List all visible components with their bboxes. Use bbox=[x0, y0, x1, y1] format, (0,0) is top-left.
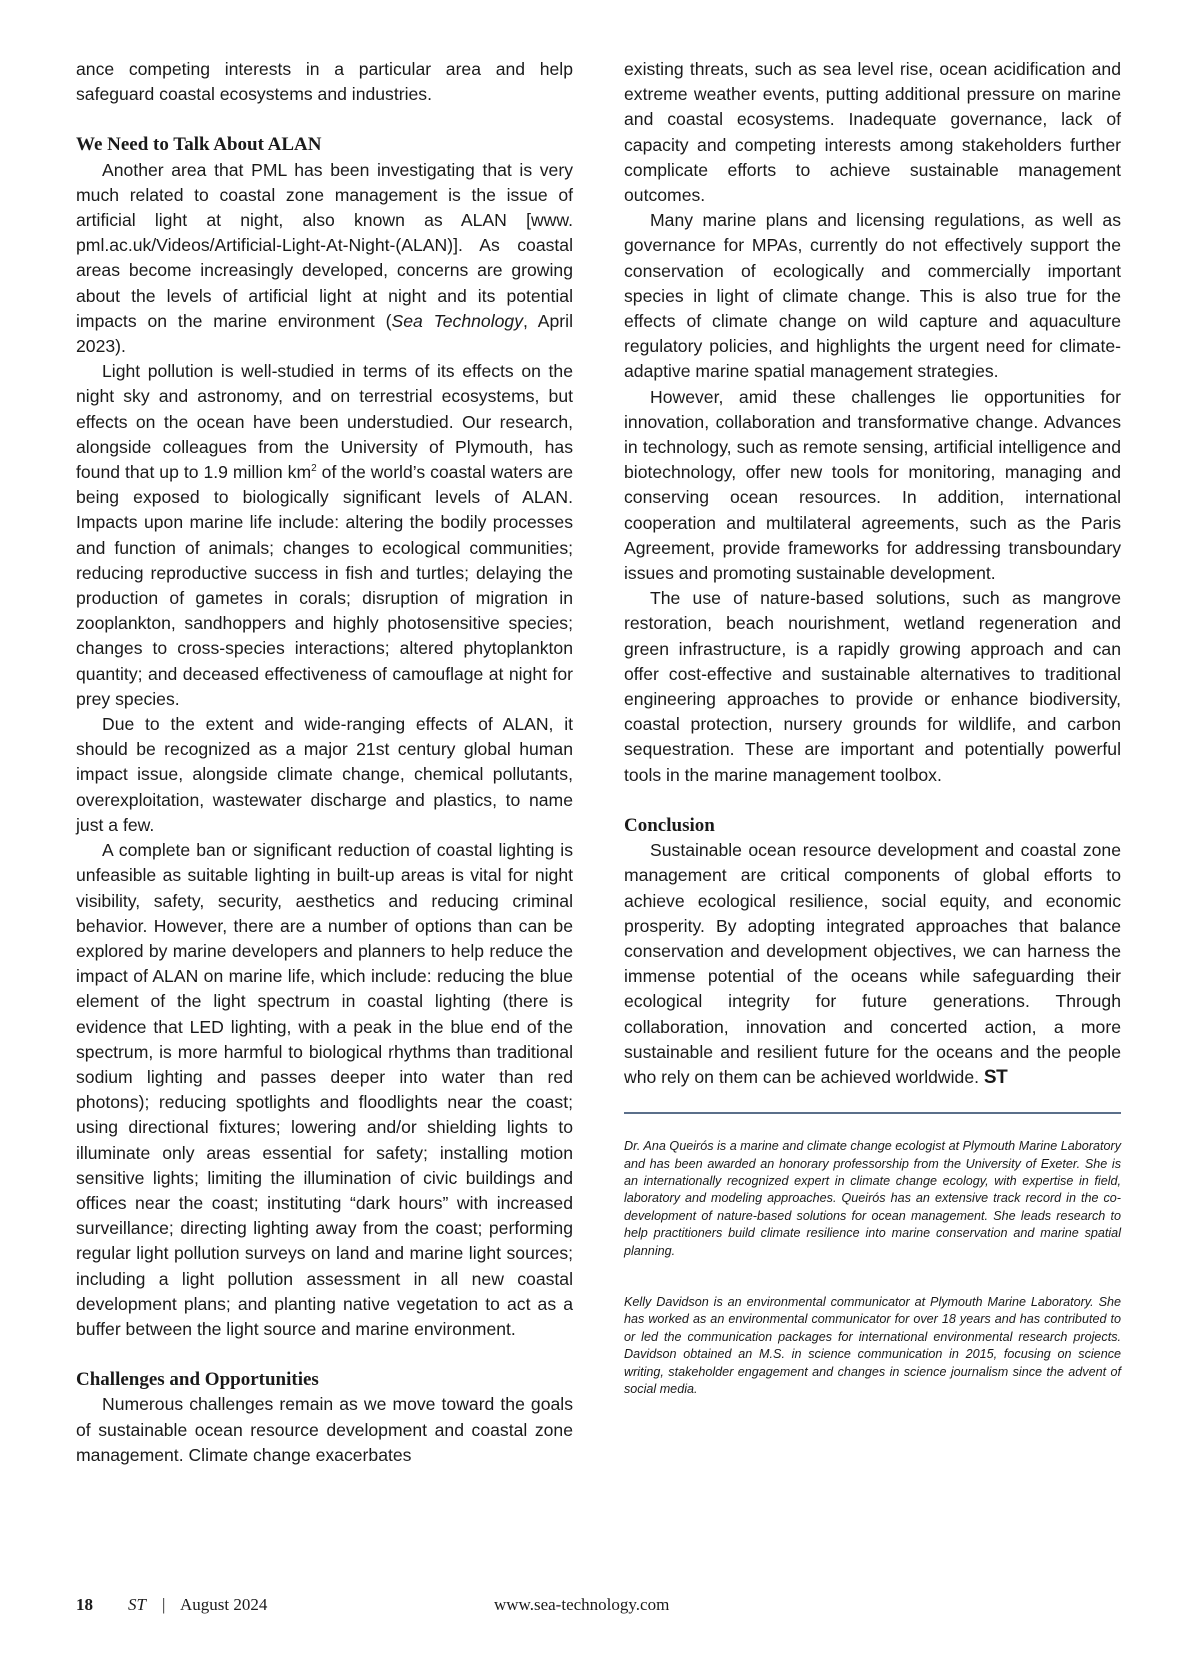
website-url: www.sea-technology.com bbox=[494, 1595, 670, 1614]
paragraph: However, amid these challenges lie opportunities for innovation, collaboration and transformative change. Advances in technology, such as remote sensing, artificial intelligence and biotechnology, offer new tools for monitoring, managing and conserving ocean resources. In addition, international cooperation and multilateral agreements, such as the Paris Agreement, provide frameworks for addressing transboundary issues and promoting sustainable development. bbox=[624, 386, 1121, 584]
section-heading-challenges: Challenges and Opportunities bbox=[76, 1369, 319, 1391]
issue-date: August 2024 bbox=[180, 1595, 268, 1614]
right-column bbox=[624, 57, 1121, 1398]
author-bio-queiros: Dr. Ana Queirós is a marine and climate change ecologist at Plymouth Marine Laboratory and has been awarded an honorary professorship from the University of Exeter. She is an internationally recognized expert in climate change ecology, with expertise in field, laboratory and modeling approaches. Queirós has an extensive track record in the co-development of nature-based solutions for ocean management. She leads research to help practitioners build climate resilience into marine conservation and marine spatial planning. bbox=[624, 1139, 1121, 1258]
paragraph bbox=[624, 838, 1121, 1090]
author-bio-davidson: Kelly Davidson is an environmental communicator at Plymouth Marine Laboratory. She has worked as an environmental communicator for over 18 years and has contributed to or led the communication packages for international environmental research projects. Davidson obtained an M.S. in science communication in 2015, focusing on science writing, stakeholder engagement and changes in science journalism since the advent of social media. bbox=[624, 1294, 1121, 1396]
left-column bbox=[76, 57, 573, 1468]
paragraph: The use of nature-based solutions, such as mangrove restoration, beach nourishment, wetland regeneration and green infrastructure, is a rapidly growing approach and can offer cost-effective and sustainable alternatives to traditional engineering approaches to provide or enhance biodiversity, coastal protection, nursery grounds for wildlife, and carbon sequestration. These are important and potentially powerful tools in the marine management toolbox. bbox=[624, 588, 1121, 785]
paragraph: existing threats, such as sea level rise, ocean acidification and extreme weather events, putting additional pressure on marine and coastal ecosystems. Inadequate governance, lack of capacity and competing interests among stakeholders further complicate efforts to achieve sustainable management outcomes. bbox=[624, 59, 1121, 206]
page-footer bbox=[76, 1595, 1126, 1619]
paragraph-text: Another area that PML has been investigating that is very much related to coastal zone management is the issue of artificial light at night, also known as ALAN [www.​pml.ac.uk/Videos/Artificial-Light-At-Night-(ALAN)]. As coastal areas become increasingly developed, concerns are growing about the levels of artificial light at night and its potential impacts on the marine environment ( bbox=[76, 159, 573, 331]
end-mark-logo: ST bbox=[983, 1066, 1008, 1088]
page-number: 18 bbox=[76, 1595, 93, 1614]
magazine-abbrev: ST bbox=[128, 1595, 146, 1614]
section-heading-conclusion: Conclusion bbox=[624, 814, 715, 836]
paragraph bbox=[76, 158, 573, 360]
divider bbox=[624, 1112, 1121, 1114]
section-heading-alan: We Need to Talk About ALAN bbox=[76, 134, 322, 156]
paragraph-text: of the world’s coastal waters are being exposed to biologically significant levels of ALAN. Impacts upon marine life include: altering the bodily processes and function of animals; changes to ecological communities; reducing reproductive success in fish and turtles; delaying the production of gametes in corals; disruption of migration in zooplankton, sandhoppers and highly photosensitive species; changes to cross-species interactions; altered phytoplankton quantity; and deceased effectiveness of camouflage at night for prey species. bbox=[76, 462, 573, 709]
paragraph-text: Light pollution is well-studied in terms of its effects on the night sky and astronomy, and on terrestrial ecosystems, but effects on the ocean have been understudied. Our research, alongside colleagues from the University of Plymouth, has found that up to 1.9 million km bbox=[76, 361, 573, 483]
paragraph-text: Sustainable ocean resource development and coastal zone management are critical components of global efforts to achieve ecological resilience, social equity, and economic prosperity. By adopting integrated approaches that balance conservation and development objectives, we can harness the immense potential of the oceans while safeguarding their ecological integrity for future generations. Through collaboration, innovation and concerted action, a more sustainable and resilient future for the oceans and the people who rely on them can be achieved worldwide. bbox=[624, 840, 1121, 1087]
superscript: 2 bbox=[311, 463, 317, 475]
paragraph: Numerous challenges remain as we move toward the goals of sustainable ocean resource development and coastal zone management. Climate change exacerbates bbox=[76, 1394, 573, 1465]
paragraph: Many marine plans and licensing regulations, as well as governance for MPAs, currently do not effectively support the conservation of ecologically and commercially important species in light of climate change. This is also true for the effects of climate change on wild capture and aquaculture regulatory policies, and highlights the urgent need for climate-adaptive marine spatial management strategies. bbox=[624, 210, 1121, 382]
paragraph bbox=[76, 359, 573, 712]
paragraph-text: , April 2023). bbox=[76, 310, 573, 357]
paragraph: A complete ban or significant reduction of coastal lighting is unfeasible as suitable lighting in built-up areas is vital for night visibility, safety, security, aesthetics and reducing criminal behavior. However, there are a number of options than can be explored by marine developers and planners to help reduce the impact of ALAN on marine life, which include: reducing the blue element of the light spectrum in coastal lighting (there is evidence that LED lighting, with a peak in the blue end of the spectrum, is more harmful to biological rhythms than traditional sodium lighting and passes deeper into water than red photons); reducing spotlights and floodlights near the coast; using directional fixtures; lowering and/or shielding lights to illuminate only areas essential for safety; installing motion sensitive lights; limiting the illumination of civic buildings and offices near the coast; instituting “dark hours” with increased surveillance; directing lighting away from the coast; performing regular light pollution surveys on land and marine light sources; including a light pollution assessment in all new coastal development plans; and planting native vegetation to act as a buffer between the light source and marine environment. bbox=[76, 840, 573, 1339]
paragraph: Due to the extent and wide-ranging effects of ALAN, it should be recognized as a major 21st century global human impact issue, alongside climate change, chemical pollutants, overexploitation, wastewater discharge and plastics, to name just a few. bbox=[76, 714, 573, 835]
footer-separator: | bbox=[162, 1595, 166, 1614]
paragraph: ance competing interests in a particular area and help safeguard coastal ecosystems and industries. bbox=[76, 59, 573, 105]
publication-title: Sea Technology bbox=[391, 310, 523, 331]
